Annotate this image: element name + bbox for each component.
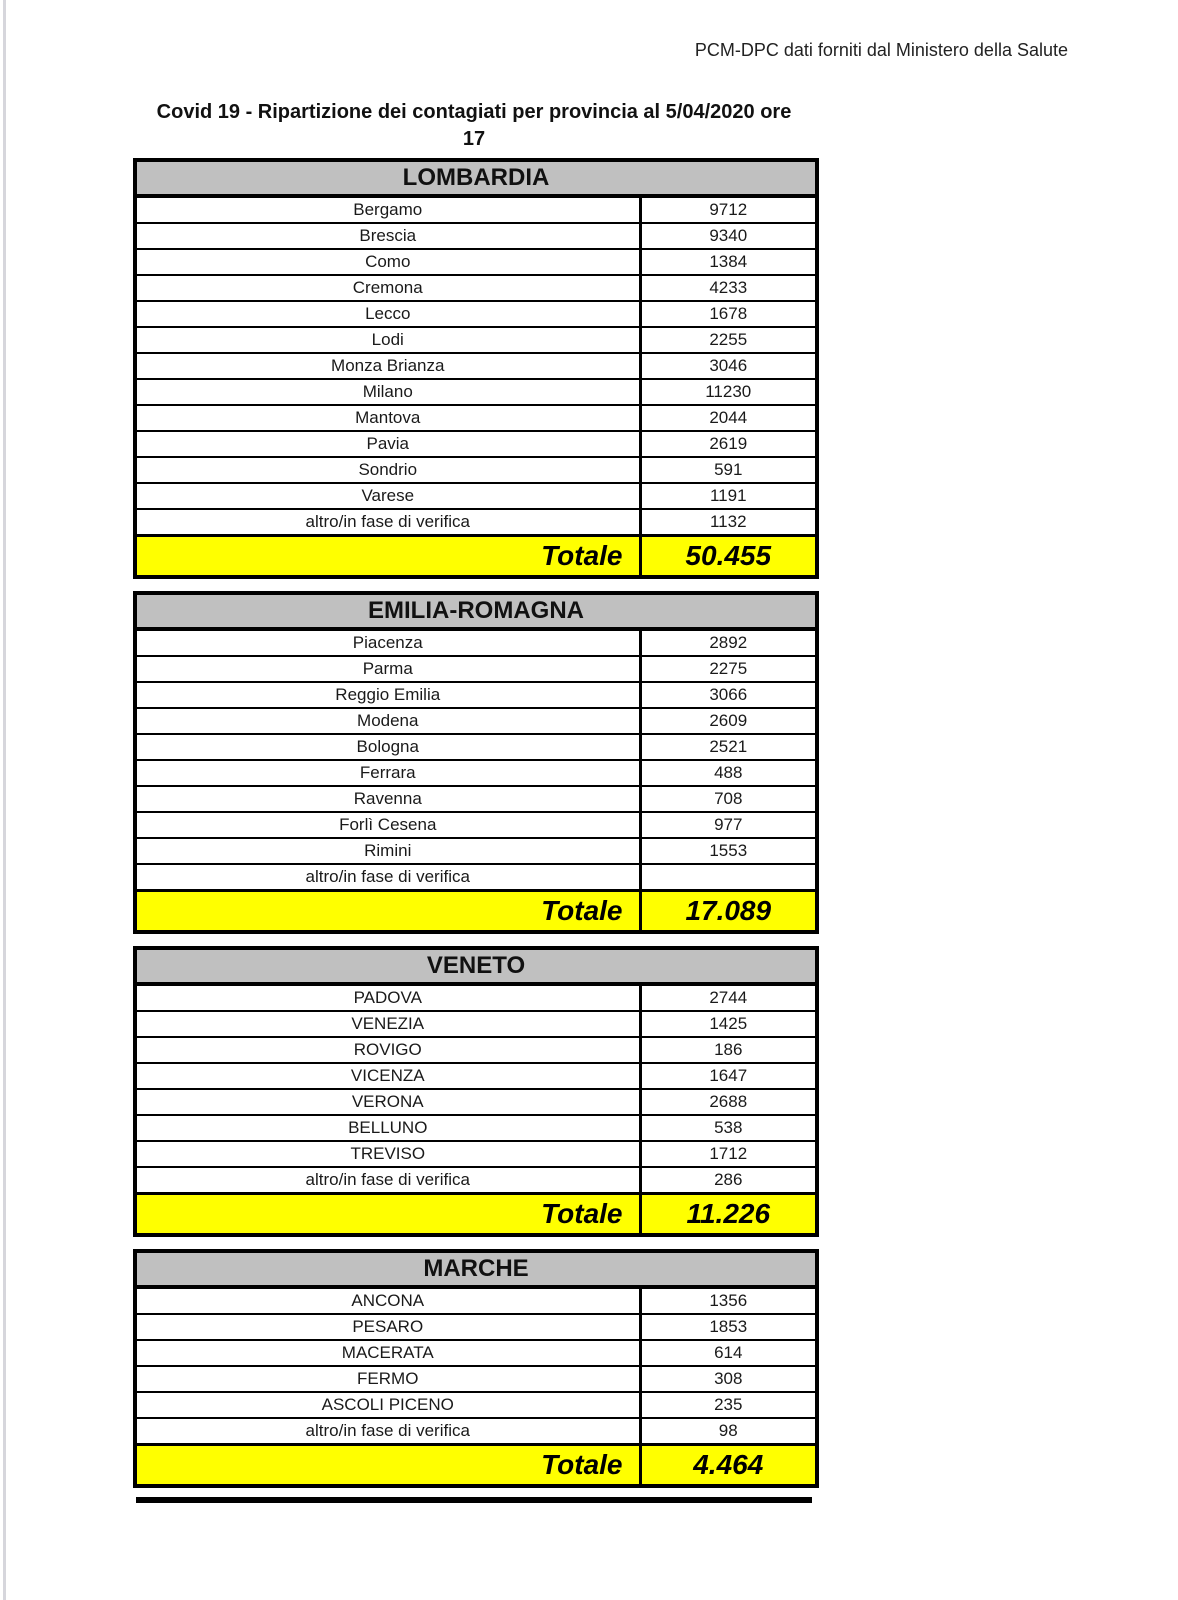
table-row <box>135 1392 817 1418</box>
province-cell: Como <box>135 249 640 275</box>
value-cell: 186 <box>640 1037 817 1063</box>
tables-container <box>133 158 815 1488</box>
table-row <box>135 656 817 682</box>
province-cell: Cremona <box>135 275 640 301</box>
value-cell: 9712 <box>640 196 817 223</box>
province-cell: VENEZIA <box>135 1011 640 1037</box>
value-cell: 2688 <box>640 1089 817 1115</box>
province-cell: altro/in fase di verifica <box>135 1418 640 1445</box>
totale-row <box>135 891 817 933</box>
province-cell: Mantova <box>135 405 640 431</box>
table-row <box>135 379 817 405</box>
value-cell: 1712 <box>640 1141 817 1167</box>
region-header-lombardia: LOMBARDIA <box>135 160 817 196</box>
totale-row <box>135 1194 817 1236</box>
source-note: PCM-DPC dati forniti dal Ministero della Salute <box>694 40 1068 60</box>
table-row <box>135 483 817 509</box>
value-cell: 538 <box>640 1115 817 1141</box>
region-table-lombardia <box>133 158 819 579</box>
table-row <box>135 1167 817 1194</box>
value-cell: 2892 <box>640 629 817 656</box>
province-cell: MACERATA <box>135 1340 640 1366</box>
table-row <box>135 812 817 838</box>
value-cell: 1425 <box>640 1011 817 1037</box>
table-row <box>135 682 817 708</box>
province-cell: Rimini <box>135 838 640 864</box>
table-row <box>135 1063 817 1089</box>
province-cell: Piacenza <box>135 629 640 656</box>
province-cell: altro/in fase di verifica <box>135 509 640 536</box>
table-row <box>135 708 817 734</box>
region-header-row <box>135 160 817 196</box>
value-cell: 591 <box>640 457 817 483</box>
province-cell: Milano <box>135 379 640 405</box>
region-header-row <box>135 1251 817 1287</box>
value-cell: 1678 <box>640 301 817 327</box>
table-row <box>135 196 817 223</box>
region-table-emilia-romagna <box>133 591 819 934</box>
province-cell: Brescia <box>135 223 640 249</box>
province-cell: Bologna <box>135 734 640 760</box>
table-row <box>135 864 817 891</box>
value-cell: 2275 <box>640 656 817 682</box>
value-cell: 2521 <box>640 734 817 760</box>
province-cell: Parma <box>135 656 640 682</box>
value-cell: 3046 <box>640 353 817 379</box>
totale-label: Totale <box>135 1445 640 1487</box>
province-cell: ROVIGO <box>135 1037 640 1063</box>
value-cell: 1191 <box>640 483 817 509</box>
table-row <box>135 1287 817 1314</box>
region-header-row <box>135 593 817 629</box>
table-row <box>135 1418 817 1445</box>
totale-value: 50.455 <box>640 536 817 578</box>
table-row <box>135 275 817 301</box>
table-row <box>135 984 817 1011</box>
value-cell: 1384 <box>640 249 817 275</box>
province-cell: Reggio Emilia <box>135 682 640 708</box>
value-cell: 1356 <box>640 1287 817 1314</box>
province-cell: Monza Brianza <box>135 353 640 379</box>
value-cell: 2609 <box>640 708 817 734</box>
province-cell: Ravenna <box>135 786 640 812</box>
table-row <box>135 734 817 760</box>
province-cell: Lecco <box>135 301 640 327</box>
value-cell: 2044 <box>640 405 817 431</box>
table-row <box>135 327 817 353</box>
province-cell: BELLUNO <box>135 1115 640 1141</box>
value-cell: 488 <box>640 760 817 786</box>
bottom-rule <box>136 1497 812 1503</box>
region-header-emilia-romagna: EMILIA-ROMAGNA <box>135 593 817 629</box>
province-cell: ASCOLI PICENO <box>135 1392 640 1418</box>
totale-label: Totale <box>135 1194 640 1236</box>
region-header-row <box>135 948 817 984</box>
province-cell: Modena <box>135 708 640 734</box>
table-row <box>135 760 817 786</box>
province-cell: VICENZA <box>135 1063 640 1089</box>
totale-value: 4.464 <box>640 1445 817 1487</box>
value-cell: 708 <box>640 786 817 812</box>
province-cell: Bergamo <box>135 196 640 223</box>
table-row <box>135 1141 817 1167</box>
province-cell: PADOVA <box>135 984 640 1011</box>
table-row <box>135 249 817 275</box>
page-edge-line <box>3 0 6 1600</box>
totale-row <box>135 536 817 578</box>
table-row <box>135 223 817 249</box>
table-row <box>135 431 817 457</box>
value-cell: 1132 <box>640 509 817 536</box>
value-cell: 614 <box>640 1340 817 1366</box>
value-cell: 235 <box>640 1392 817 1418</box>
province-cell: Sondrio <box>135 457 640 483</box>
table-row <box>135 838 817 864</box>
value-cell: 2255 <box>640 327 817 353</box>
table-row <box>135 1115 817 1141</box>
value-cell: 977 <box>640 812 817 838</box>
value-cell: 3066 <box>640 682 817 708</box>
value-cell: 2619 <box>640 431 817 457</box>
table-row <box>135 1366 817 1392</box>
table-row <box>135 509 817 536</box>
province-cell: TREVISO <box>135 1141 640 1167</box>
table-row <box>135 457 817 483</box>
province-cell: Varese <box>135 483 640 509</box>
region-header-marche: MARCHE <box>135 1251 817 1287</box>
value-cell: 9340 <box>640 223 817 249</box>
value-cell: 286 <box>640 1167 817 1194</box>
province-cell: Pavia <box>135 431 640 457</box>
province-cell: altro/in fase di verifica <box>135 1167 640 1194</box>
totale-value: 17.089 <box>640 891 817 933</box>
table-row <box>135 786 817 812</box>
page-title-line1: Covid 19 - Ripartizione dei contagiati per provincia al 5/04/2020 ore <box>156 101 792 123</box>
province-cell: Lodi <box>135 327 640 353</box>
totale-label: Totale <box>135 536 640 578</box>
value-cell: 1647 <box>640 1063 817 1089</box>
document-content <box>133 99 815 1503</box>
table-row <box>135 405 817 431</box>
region-header-veneto: VENETO <box>135 948 817 984</box>
region-table-veneto <box>133 946 819 1237</box>
province-cell: PESARO <box>135 1314 640 1340</box>
page-title-line2: 17 <box>462 128 486 150</box>
table-row <box>135 1340 817 1366</box>
table-row <box>135 301 817 327</box>
province-cell: Ferrara <box>135 760 640 786</box>
province-cell: VERONA <box>135 1089 640 1115</box>
province-cell: FERMO <box>135 1366 640 1392</box>
value-cell: 1853 <box>640 1314 817 1340</box>
province-cell: altro/in fase di verifica <box>135 864 640 891</box>
province-cell: ANCONA <box>135 1287 640 1314</box>
value-cell <box>640 864 817 891</box>
value-cell: 11230 <box>640 379 817 405</box>
totale-row <box>135 1445 817 1487</box>
table-row <box>135 1037 817 1063</box>
value-cell: 98 <box>640 1418 817 1445</box>
table-row <box>135 1089 817 1115</box>
page-title <box>133 99 815 153</box>
value-cell: 1553 <box>640 838 817 864</box>
totale-label: Totale <box>135 891 640 933</box>
table-row <box>135 353 817 379</box>
table-row <box>135 629 817 656</box>
value-cell: 308 <box>640 1366 817 1392</box>
province-cell: Forlì Cesena <box>135 812 640 838</box>
table-row <box>135 1314 817 1340</box>
region-table-marche <box>133 1249 819 1488</box>
value-cell: 2744 <box>640 984 817 1011</box>
value-cell: 4233 <box>640 275 817 301</box>
table-row <box>135 1011 817 1037</box>
totale-value: 11.226 <box>640 1194 817 1236</box>
